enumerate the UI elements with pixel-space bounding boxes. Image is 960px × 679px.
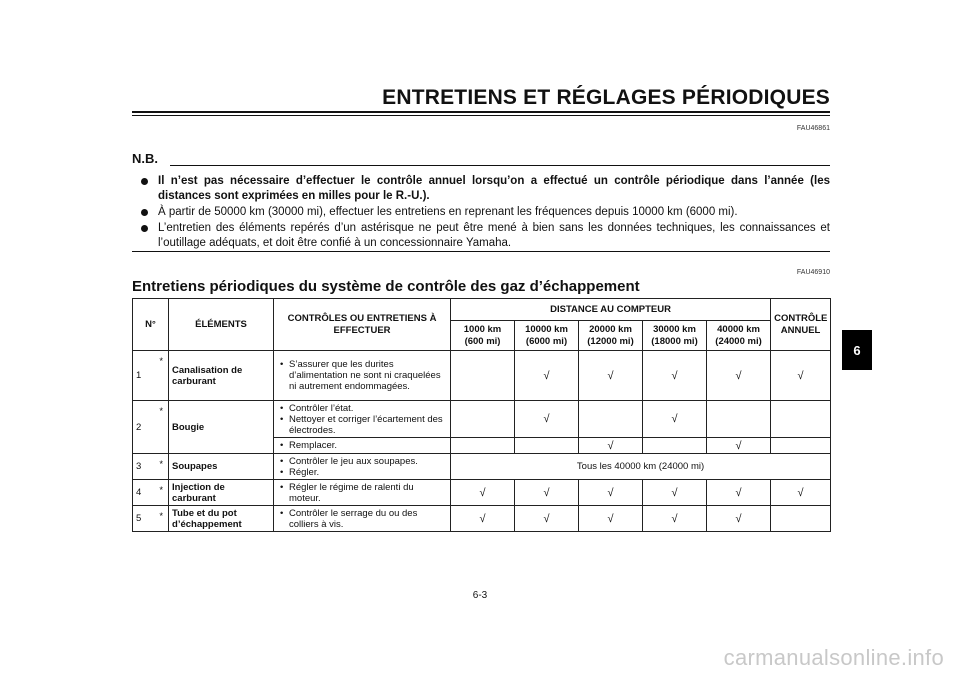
check-cell	[771, 506, 831, 532]
bullet-icon	[141, 225, 148, 232]
check-cell: √	[707, 438, 771, 454]
watermark: carmanualsonline.info	[723, 645, 944, 670]
note-text: L’entretien des éléments repérés d’un astérisque ne peut être mené à bien sans les données techniques, les connaissances et l’outillage adéquats, et doit être confié à un concessionnaire Yamaha.	[158, 222, 830, 249]
check-cell: √	[515, 480, 579, 506]
header-interval: 20000 km (12000 mi)	[579, 321, 643, 351]
asterisk-mark: *	[155, 454, 169, 480]
row-item: Tube et du pot d’échappement	[169, 506, 274, 532]
row-task: • Contrôler le serrage du ou des colliers à vis.	[274, 506, 451, 532]
row-item: Injection de carburant	[169, 480, 274, 506]
asterisk-mark: *	[155, 480, 169, 506]
note-end-rule	[132, 251, 830, 252]
note-item	[140, 221, 830, 251]
check-cell	[643, 438, 707, 454]
row-number: 5	[133, 506, 155, 532]
check-cell: √	[707, 351, 771, 401]
check-cell	[579, 401, 643, 438]
note-item	[140, 205, 830, 220]
row-task: • Régler le régime de ralenti du moteur.	[274, 480, 451, 506]
asterisk-mark: *	[155, 351, 169, 401]
reference-code: FAU46861	[796, 125, 830, 132]
title-rule-thin	[132, 115, 830, 116]
check-cell: √	[515, 401, 579, 438]
header-interval: 30000 km (18000 mi)	[643, 321, 707, 351]
title-rule	[132, 111, 830, 113]
check-cell: √	[579, 506, 643, 532]
note-label: N.B.	[132, 151, 158, 166]
bullet-icon	[141, 209, 148, 216]
note-item	[140, 174, 830, 204]
header-task: CONTRÔLES OU ENTRETIENS À EFFECTUER	[274, 299, 451, 351]
check-cell: √	[579, 480, 643, 506]
check-cell: √	[451, 480, 515, 506]
check-cell	[451, 438, 515, 454]
check-cell	[451, 401, 515, 438]
header-num: N°	[133, 299, 169, 351]
page-title: ENTRETIENS ET RÉGLAGES PÉRIODIQUES	[382, 86, 830, 109]
interval-note: Tous les 40000 km (24000 mi)	[451, 454, 831, 480]
check-cell: √	[771, 480, 831, 506]
header-annual: CONTRÔLE ANNUEL	[771, 299, 831, 351]
page-number: 6-3	[472, 590, 488, 601]
check-cell	[451, 351, 515, 401]
check-cell: √	[579, 438, 643, 454]
check-cell	[771, 438, 831, 454]
table-row	[133, 454, 831, 480]
header-interval: 10000 km (6000 mi)	[515, 321, 579, 351]
row-task: • Contrôler le jeu aux soupapes. • Régler.	[274, 454, 451, 480]
check-cell: √	[643, 506, 707, 532]
check-cell: √	[451, 506, 515, 532]
header-item: ÉLÉMENTS	[169, 299, 274, 351]
row-number: 4	[133, 480, 155, 506]
check-cell	[707, 401, 771, 438]
chapter-tab[interactable]: 6	[842, 330, 872, 370]
maintenance-table	[132, 298, 831, 532]
row-item: Canalisation de carburant	[169, 351, 274, 401]
check-cell: √	[515, 506, 579, 532]
note-text: À partir de 50000 km (30000 mi), effectuer les entretiens en reprenant les fréquences depuis 10000 km (6000 mi).	[158, 206, 738, 218]
reference-code: FAU46910	[796, 269, 830, 276]
asterisk-mark: *	[155, 506, 169, 532]
note-list	[140, 174, 830, 252]
row-item: Bougie	[169, 401, 274, 454]
check-cell: √	[707, 480, 771, 506]
table-row	[133, 480, 831, 506]
section-title: Entretiens périodiques du système de contrôle des gaz d’échappement	[132, 278, 640, 295]
check-cell: √	[515, 351, 579, 401]
row-number: 3	[133, 454, 155, 480]
table-row	[133, 351, 831, 401]
check-cell	[515, 438, 579, 454]
row-task: • Contrôler l’état. • Nettoyer et corriger l’écartement des électrodes.	[274, 401, 451, 438]
check-cell: √	[707, 506, 771, 532]
header-distance: DISTANCE AU COMPTEUR	[451, 299, 771, 321]
check-cell: √	[579, 351, 643, 401]
row-number: 2	[133, 401, 155, 454]
check-cell: √	[643, 401, 707, 438]
check-cell	[771, 401, 831, 438]
row-item: Soupapes	[169, 454, 274, 480]
check-cell: √	[643, 351, 707, 401]
row-task: • S’assurer que les durites d’alimentation ne sont ni craquelées ni autrement endommagées.	[274, 351, 451, 401]
row-number: 1	[133, 351, 155, 401]
note-rule	[170, 165, 830, 166]
asterisk-mark: *	[155, 401, 169, 454]
bullet-icon	[141, 178, 148, 185]
table-row	[133, 506, 831, 532]
note-text: Il n’est pas nécessaire d’effectuer le contrôle annuel lorsqu’on a effectué un contrôle périodique dans l’année (les distances sont exprimées en milles pour le R.-U.).	[158, 175, 830, 202]
check-cell: √	[771, 351, 831, 401]
header-interval: 40000 km (24000 mi)	[707, 321, 771, 351]
table-row	[133, 401, 831, 438]
header-interval: 1000 km (600 mi)	[451, 321, 515, 351]
row-task: • Remplacer.	[274, 438, 451, 454]
check-cell: √	[643, 480, 707, 506]
